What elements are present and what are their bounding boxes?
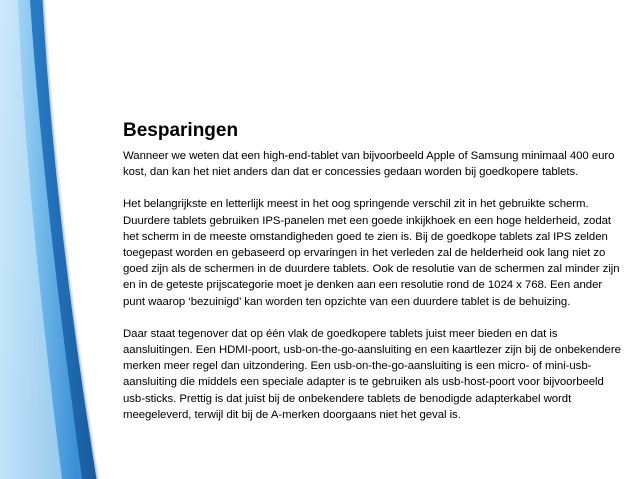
paragraph-screen: Het belangrijkste en letterlijk meest in het oog springende verschil zit in het gebruikte scherm. Duurdere tablets gebruiken IPS-panelen met een goede inkijkhoek en een hoge helderheid, zodat het scherm in de meeste omstandigheden goed te zien is. Bij de goedkope tablets zal IPS zelden toegepast worden en gebaseerd op ervaringen in het verleden zal de helderheid ook lang niet zo goed zijn als de schermen in de duurdere tablets. Ook de resolutie van de schermen zal minder zijn en in de geteste prijscategorie moet je denken aan een resolutie rond de 1024 x 768. Een ander punt waarop ‘bezuinigd’ kan worden ten opzichte van een duurdere tablet is de behuizing. (123, 198, 620, 308)
slide-content (123, 120, 623, 439)
paragraph-connections: Daar staat tegenover dat op één vlak de goedkopere tablets juist meer bieden en dat is aansluitingen. Een HDMI-poort, usb-on-the-go-aansluiting en een kaartlezer zijn bij de onbekendere merken meer regel dan uitzondering. Een usb-on-the-go-aansluiting is een micro- of mini-usb-aansluiting die middels een speciale adapter is te gebruiken als usb-host-poort voor bijvoorbeeld usb-sticks. Prettig is dat juist bij de onbekendere tablets de benodigde adapterkabel wordt meegeleverd, terwijl dit bij de A-merken doorgaans niet het geval is. (123, 327, 621, 421)
decorative-ribbon (0, 0, 120, 479)
paragraph-intro: Wanneer we weten dat een high-end-tablet van bijvoorbeeld Apple of Samsung minimaal 400 euro kost, dan kan het niet anders dan dat er concessies gedaan worden bij goedkopere tablets. (123, 150, 615, 179)
slide-heading: Besparingen (123, 120, 239, 141)
